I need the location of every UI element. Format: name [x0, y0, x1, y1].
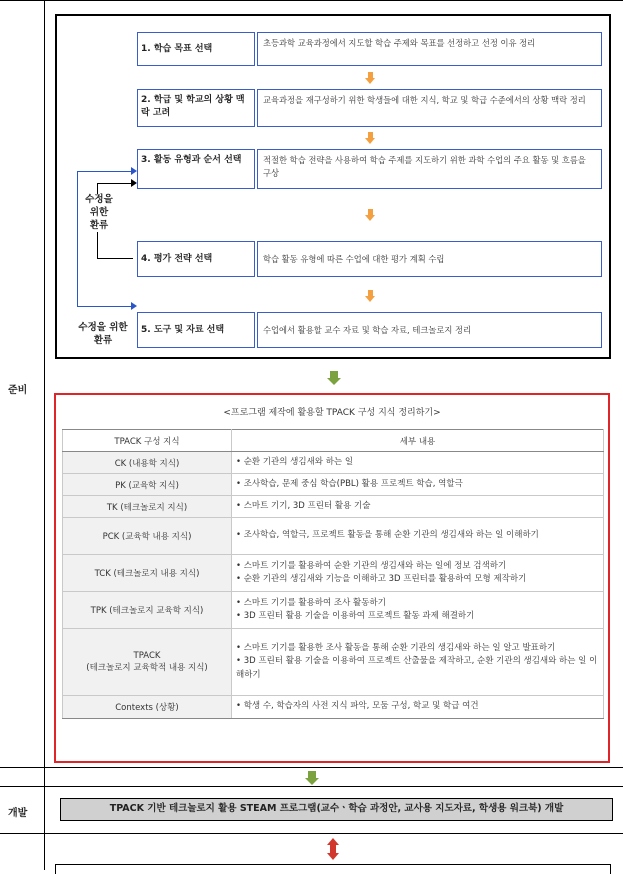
- down-arrow-icon: [365, 290, 375, 302]
- tpack-knowledge-box: [54, 393, 610, 763]
- arrow-right-icon: [131, 179, 137, 187]
- table-row: [63, 518, 604, 555]
- step-4-desc: 학습 활동 유형에 따른 수업에 대한 평가 계획 수립: [257, 241, 602, 277]
- tpack-cell-key: TCK (테크놀로지 내용 지식): [63, 555, 232, 592]
- step-3-title: 3. 활동 유형과 순서 선택: [137, 149, 255, 189]
- next-section-box: [55, 864, 611, 874]
- tpack-cell-detail: • 스마트 기기를 활용하여 조사 활동하기 • 3D 프린터 활용 기술을 이용하여 프로젝트 활동 과제 해결하기: [232, 592, 604, 629]
- table-row: [63, 696, 604, 719]
- step-5-title: 5. 도구 및 자료 선택: [137, 312, 255, 348]
- down-arrow-icon: [365, 209, 375, 221]
- develop-row-bottom-border: [0, 833, 623, 834]
- tpack-cell-key: PK (교육학 지식): [63, 474, 232, 496]
- step-2-title: 2. 학급 및 학교의 상황 맥락 고려: [137, 89, 255, 127]
- feedback-loop-inner-bottom: [97, 258, 133, 259]
- table-row: [63, 452, 604, 474]
- arrow-right-icon: [131, 302, 137, 310]
- tpack-table: [62, 429, 604, 719]
- design-flow-box: [55, 14, 611, 359]
- tpack-cell-detail: • 학생 수, 학습자의 사전 지식 파악, 모둠 구성, 학교 및 학급 여건: [232, 696, 604, 719]
- develop-row-top-border: [0, 786, 623, 787]
- step-1-title: 1. 학습 목표 선택: [137, 32, 255, 66]
- step-5-desc: 수업에서 활용할 교수 자료 및 학습 자료, 테크놀로지 정리: [257, 312, 602, 348]
- down-arrow-icon: [327, 371, 341, 385]
- tpack-cell-key: TK (테크놀로지 지식): [63, 496, 232, 518]
- step-1-desc: 초등과학 교육과정에서 지도할 학습 주제와 목표를 선정하고 선정 이유 정리: [257, 32, 602, 66]
- tpack-cell-detail: • 조사학습, 문제 중심 학습(PBL) 활용 프로젝트 학습, 역할극: [232, 474, 604, 496]
- tpack-cell-key: TPACK (테크놀로지 교육학적 내용 지식): [63, 629, 232, 696]
- step-4-title: 4. 평가 전략 선택: [137, 241, 255, 277]
- tpack-cell-key: TPK (테크놀로지 교육학 지식): [63, 592, 232, 629]
- step-3-desc: 적절한 학습 전략을 사용하여 학습 주제를 지도하기 위한 과학 수업의 주요 활동 및 흐름을 구상: [257, 149, 602, 189]
- double-arrow-icon: [327, 838, 339, 860]
- revise-feedback-outer-label: 수정을 위한 환류: [73, 322, 133, 348]
- develop-label: 개발: [8, 808, 28, 819]
- tpack-cell-detail: • 순환 기관의 생김새와 하는 일: [232, 452, 604, 474]
- table-row: [63, 496, 604, 518]
- feedback-loop-inner-top: [97, 183, 133, 184]
- table-row: [63, 474, 604, 496]
- tpack-cell-detail: • 스마트 기기를 활용한 조사 활동을 통해 순환 기관의 생김새와 하는 일 알고 발표하기 • 3D 프린터 활용 기술을 이용하여 프로젝트 산출물을 제작하고, 순환 기관의 생김새와 하는 일 이해하기: [232, 629, 604, 696]
- tpack-cell-key: Contexts (상황): [63, 696, 232, 719]
- label-column-divider: [44, 0, 45, 870]
- prepare-label: 준비: [8, 385, 28, 396]
- table-row: [63, 629, 604, 696]
- arrow-right-icon: [131, 167, 137, 175]
- feedback-loop-outer-top: [77, 171, 133, 172]
- tpack-cell-key: CK (내용학 지식): [63, 452, 232, 474]
- table-header-detail: 세부 내용: [232, 430, 604, 452]
- tpack-cell-key: PCK (교육학 내용 지식): [63, 518, 232, 555]
- revise-feedback-inner-label: 수정을 위한 환류: [85, 194, 113, 231]
- tpack-caption: <프로그램 제작에 활용할 TPACK 구성 지식 정리하기>: [223, 408, 441, 418]
- down-arrow-icon: [365, 72, 375, 84]
- feedback-loop-outer-line: [77, 171, 78, 307]
- down-arrow-icon: [305, 771, 319, 785]
- tpack-cell-detail: • 스마트 기기를 활용하여 순환 기관의 생김새와 하는 일에 정보 검색하기 • 순환 기관의 생김새와 기능을 이해하고 3D 프린터를 활용하여 모형 제작하기: [232, 555, 604, 592]
- table-row: [63, 592, 604, 629]
- tpack-cell-detail: • 스마트 기기, 3D 프린터 활용 기술: [232, 496, 604, 518]
- tpack-cell-detail: • 조사학습, 역할극, 프로젝트 활동을 통해 순환 기관의 생김새와 하는 일 이해하기: [232, 518, 604, 555]
- develop-program-box: TPACK 기반 테크놀로지 활용 STEAM 프로그램(교수ㆍ학습 과정안, 교사용 지도자료, 학생용 워크북) 개발: [60, 798, 613, 821]
- down-arrow-icon: [365, 132, 375, 144]
- table-header-row: [63, 430, 604, 452]
- step-2-desc: 교육과정을 재구성하기 위한 학생들에 대한 지식, 학교 및 학급 수준에서의 상황 맥락 정리: [257, 89, 602, 127]
- table-row: [63, 555, 604, 592]
- feedback-loop-outer-bottom: [77, 306, 133, 307]
- table-header-knowledge: TPACK 구성 지식: [63, 430, 232, 452]
